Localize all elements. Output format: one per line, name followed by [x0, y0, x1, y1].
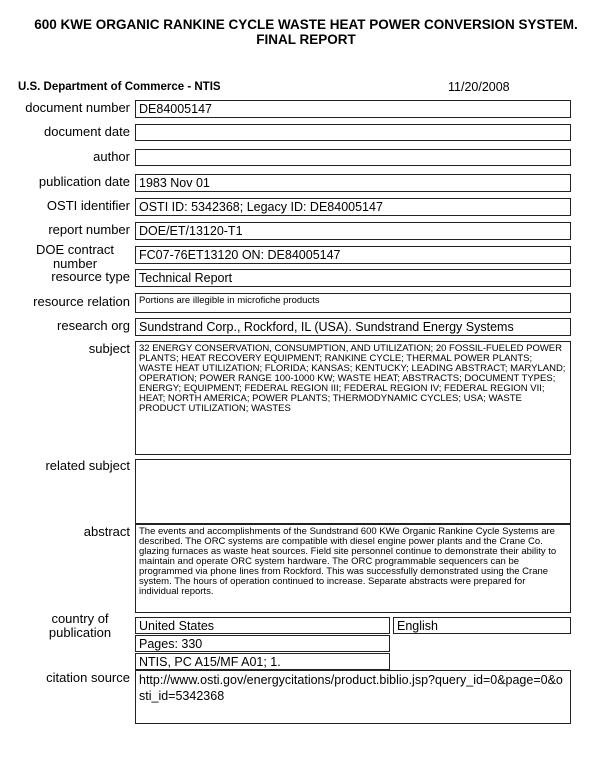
osti-identifier-field: OSTI ID: 5342368; Legacy ID: DE84005147	[135, 198, 571, 216]
label-doe-contract-number: DOE contract number	[35, 242, 115, 271]
label-resource-type: resource type	[51, 269, 130, 284]
label-citation-source: citation source	[46, 670, 130, 685]
agency-name: U.S. Department of Commerce - NTIS	[18, 81, 221, 93]
doe-contract-number-field: FC07-76ET13120 ON: DE84005147	[135, 246, 571, 264]
label-research-org: research org	[57, 318, 130, 333]
country-field: United States	[135, 617, 390, 634]
citation-source-field: http://www.osti.gov/energycitations/product.biblio.jsp?query_id=0&page=0&osti_id=5342368	[135, 670, 571, 724]
label-osti-identifier: OSTI identifier	[46, 198, 130, 213]
abstract-field: The events and accomplishments of the Sundstrand 600 KWe Organic Rankine Cycle Systems are described. The ORC systems are compatible with diesel engine power plants and the Crane Co. glazing furnaces as waste heat sources. Field site personnel continue to demonstrate their ability to maintain and operate ORC system hardware. The ORC programmable sequencers can be programmed via phone lines from Rockford. This was successfully demonstrated using the Crane system. The hours of operation continued to increase. Separate abstracts were prepared for individual reports.	[135, 524, 571, 613]
label-subject: subject	[88, 341, 130, 356]
language-field: English	[393, 617, 571, 634]
label-resource-relation: resource relation	[33, 294, 130, 309]
report-date: 11/20/2008	[448, 80, 510, 94]
report-title: 600 KWE ORGANIC RANKINE CYCLE WASTE HEAT POWER CONVERSION SYSTEM. FINAL REPORT	[34, 17, 578, 47]
label-abstract: abstract	[83, 524, 130, 539]
resource-relation-field: Portions are illegible in microfiche products	[135, 293, 571, 313]
label-country-of-publication: country of publication	[48, 611, 112, 640]
subject-field: 32 ENERGY CONSERVATION, CONSUMPTION, AND UTILIZATION; 20 FOSSIL-FUELED POWER PLANTS; HEAT RECOVERY EQUIPMENT; RANKINE CYCLE; THERMAL POWER PLANTS; WASTE HEAT UTILIZATION; FLORIDA; KANSAS; KENTUCKY; LEADING ABSTRACT; MARYLAND; OPERATION; POWER RANGE 100-1000 KW; WASTE HEAT; ABSTRACTS; DOCUMENT TYPES; ENERGY; EQUIPMENT; FEDERAL REGION III; FEDERAL REGION IV; FEDERAL REGION VII; HEAT; NORTH AMERICA; POWER PLANTS; THERMODYNAMIC CYCLES; USA; WASTE PRODUCT UTILIZATION; WASTES	[135, 341, 571, 455]
label-related-subject: related subject	[45, 458, 130, 473]
document-date-field	[135, 124, 571, 141]
document-number-field: DE84005147	[135, 100, 571, 118]
label-report-number: report number	[48, 222, 130, 237]
label-document-number: document number	[25, 100, 130, 115]
report-number-field: DOE/ET/13120-T1	[135, 222, 571, 240]
related-subject-field	[135, 459, 571, 524]
label-document-date: document date	[43, 124, 130, 139]
availability-field: NTIS, PC A15/MF A01; 1.	[135, 653, 390, 670]
publication-date-field: 1983 Nov 01	[135, 174, 571, 192]
label-author: author	[93, 149, 130, 164]
label-publication-date: publication date	[38, 174, 130, 189]
resource-type-field: Technical Report	[135, 269, 571, 287]
pages-field: Pages: 330	[135, 635, 390, 652]
author-field	[135, 149, 571, 166]
research-org-field: Sundstrand Corp., Rockford, IL (USA). Sundstrand Energy Systems	[135, 318, 571, 336]
